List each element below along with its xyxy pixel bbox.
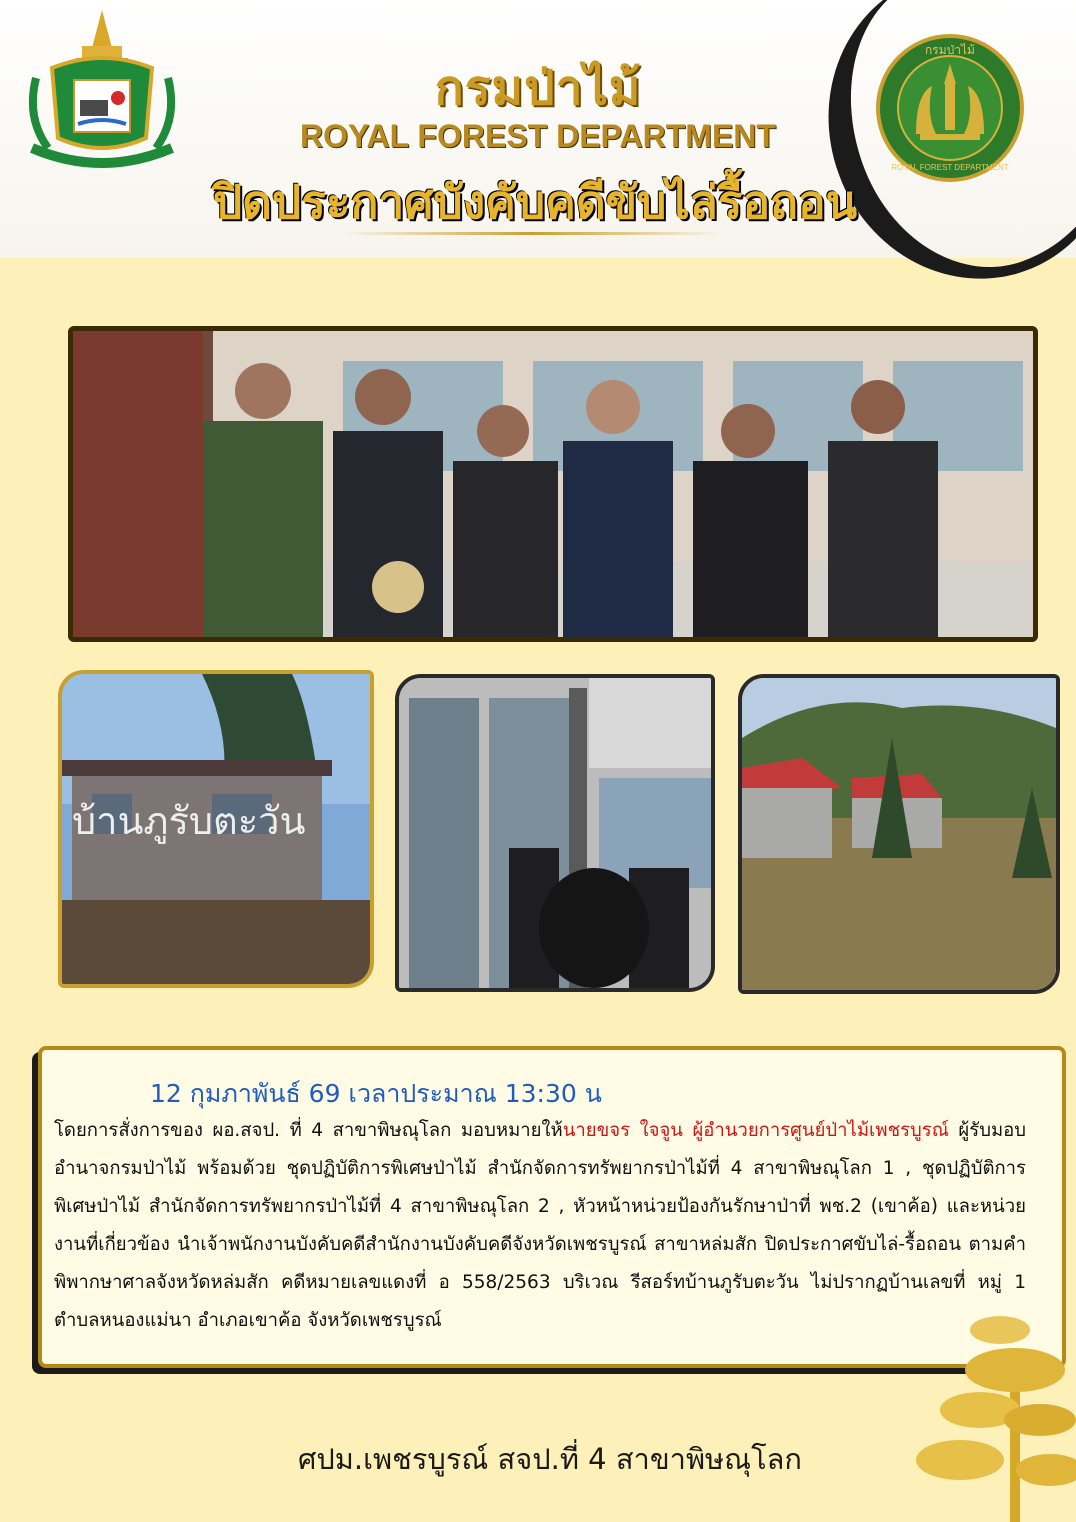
resort-grounds-photo xyxy=(738,674,1060,994)
body-text-rest: ผู้รับมอบอำนาจกรมป่าไม้ พร้อมด้วย ชุดปฏิบัติการพิเศษป่าไม้ สำนักจัดการทรัพยากรป่าไม้ที่ 4 สาขาพิษณุโลก 1 , ชุดปฏิบัติการพิเศษป่าไม้ สำนักจัดการทรัพยากรป่าไม้ที่ 4 สาขาพิษณุโลก 2 , หัวหน้าหน่วยป้องกันรักษาป่าที่ พช.2 (เขาค้อ) และหน่วยงานที่เกี่ยวข้อง นำเจ้าพนักงานบังคับคดีสำนักงานบังคับคดีจังหวัดเพชรบูรณ์ สาขาหล่มสัก ปิดประกาศขับไล่-รื้อถอน ตามคำพิพากษาศาลจังหวัดหล่มสัก คดีหมายเลขแดงที่ อ 558/2563 บริเวณ รีสอร์ทบ้านภูรับตะวัน ไม่ปรากฏบ้านเลขที่ หมู่ 1 ตำบลหนองแม่นา อำเภอเขาค้อ จังหวัดเพชรบูรณ์ xyxy=(54,1120,1026,1331)
resort-sign-text: บ้านภูรับตะวัน xyxy=(72,799,306,843)
decorative-tree-icon xyxy=(890,1300,1076,1522)
date-time-line: 12 กุมภาพันธ์ 69 เวลาประมาณ 13:30 น xyxy=(150,1079,602,1108)
title-thai: กรมป่าไม้ xyxy=(434,60,642,116)
body-text-director-name: นายขจร ใจจูน ผู้อำนวยการศูนย์ป่าไม้เพชรบูรณ์ xyxy=(562,1120,949,1141)
footer-department: ศปม.เพชรบูรณ์ สจป.ที่ 4 สาขาพิษณุโลก xyxy=(297,1442,802,1476)
seal-text-bottom: ROYAL FOREST DEPARTMENT xyxy=(891,163,1009,172)
resort-building-photo xyxy=(58,670,374,988)
title-subtitle: ปิดประกาศบังคับคดีขับไล่รื้อถอน xyxy=(212,175,858,229)
group-photo xyxy=(68,326,1038,642)
title-underline xyxy=(342,232,722,235)
title-english: ROYAL FOREST DEPARTMENT xyxy=(300,118,776,154)
body-text-start: โดยการสั่งการของ ผอ.สจป. ที่ 4 สาขาพิษณุโลก มอบหมายให้ xyxy=(54,1120,563,1141)
seal-text-top: กรมป่าไม้ xyxy=(925,43,975,57)
officers-posting-notice-photo xyxy=(395,674,715,992)
announcement-body xyxy=(54,1112,1026,1340)
